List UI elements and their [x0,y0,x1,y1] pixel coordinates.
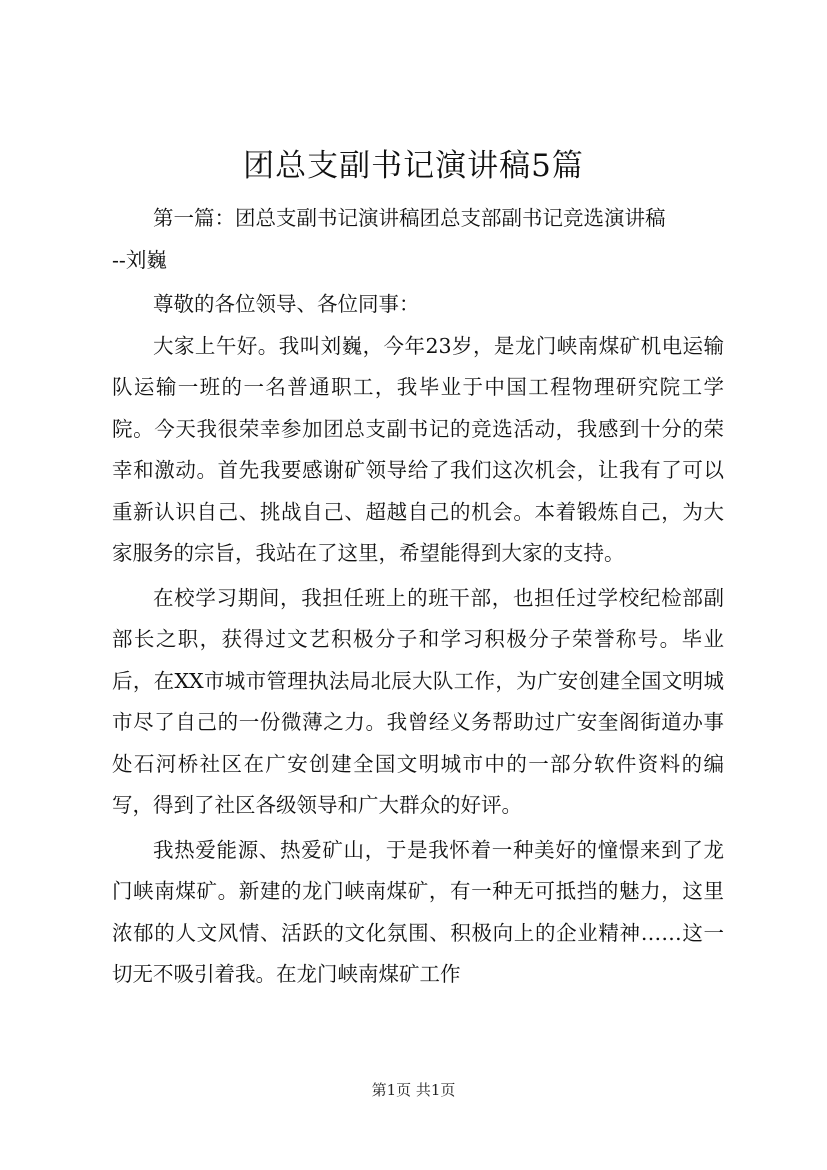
body-paragraph: 大家上午好。我叫刘巍，今年23岁，是龙门峡南煤矿机电运输队运输一班的一名普通职工，我毕业于中国工程物理研究院工学院。今天我很荣幸参加团总支副书记的竞选活动，我感到十分的荣幸和激动。首先我要感谢矿领导给了我们这次机会，让我有了可以重新认识自己、挑战自己、超越自己的机会。本着锻炼自己，为大家服务的宗旨，我站在了这里，希望能得到大家的支持。 [112,333,724,565]
salutation: 尊敬的各位领导、各位同事： [153,292,420,316]
body-paragraph: 在校学习期间，我担任班上的班干部，也担任过学校纪检部副部长之职，获得过文艺积极分子和学习积极分子荣誉称号。毕业后，在XX市城市管理执法局北辰大队工作，为广安创建全国文明城市尽了自己的一份微薄之力。我曾经义务帮助过广安奎阁街道办事处石河桥社区在广安创建全国文明城市中的一部分软件资料的编写，得到了社区各级领导和广大群众的好评。 [112,585,724,817]
page-footer: 第1页 共1页 [371,1081,456,1099]
document-body [112,198,724,996]
author-line: --刘巍 [112,247,167,272]
document-title: 团总支副书记演讲稿5篇 [243,148,584,184]
body-paragraph: 我热爱能源、热爱矿山，于是我怀着一种美好的憧憬来到了龙门峡南煤矿。新建的龙门峡南煤矿，有一种无可抵挡的魅力，这里浓郁的人文风情、活跃的文化氛围、积极向上的企业精神……这一切无不吸引着我。在龙门峡南煤矿工作 [112,837,724,986]
section-heading: 第一篇：团总支副书记演讲稿团总支部副书记竞选演讲稿 [153,206,666,230]
